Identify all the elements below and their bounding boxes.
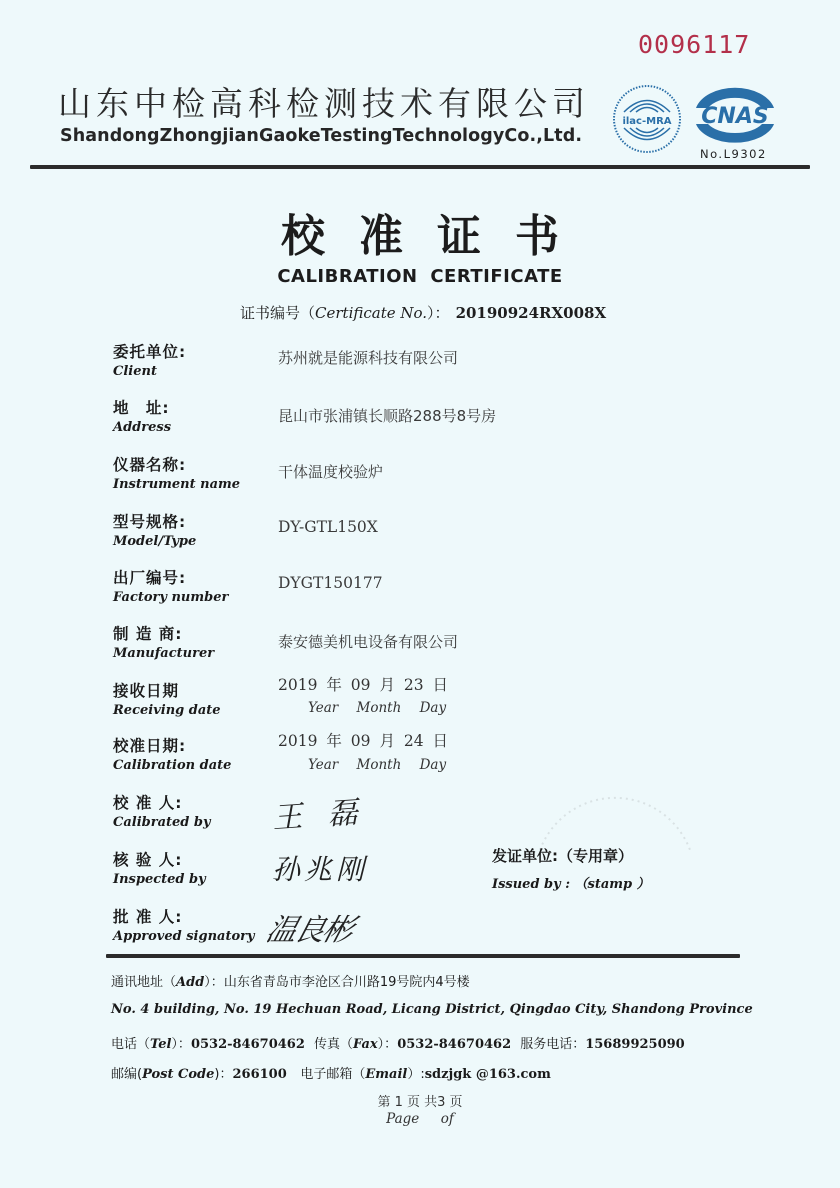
footer-address-cn: 通讯地址（Add）：山东省青岛市李沧区合川路19号院内4号楼: [111, 975, 470, 990]
field-inspected-by: 核 验 人: Inspected by: [113, 851, 206, 887]
field-calibrated-by: 校 准 人: Calibrated by: [113, 794, 211, 830]
field-calibration-date: 校准日期: Calibration date: [113, 737, 232, 773]
company-name-en: ShandongZhongjianGaokeTestingTechnologyCo.,Ltd.: [60, 126, 583, 146]
company-name-cn: 山东中检高科检测技术有限公司: [58, 84, 590, 123]
certificate-number-value: 20190924RX008X: [455, 304, 607, 322]
page-number-cn: 第 1 页 共3 页: [377, 1095, 463, 1110]
field-address: 地 址: Address: [113, 399, 172, 435]
serial-number: 0096117: [638, 30, 751, 59]
svg-text:ilac-MRA: ilac-MRA: [622, 116, 672, 127]
email-value: sdzjgk @163.com: [424, 1067, 551, 1082]
instrument-name-value: 干体温度校验炉: [278, 463, 384, 481]
receiving-date-value: 2019 年 09 月 23 日: [278, 676, 449, 694]
calibration-date-value: 2019 年 09 月 24 日: [278, 732, 449, 750]
ilac-mra-logo-icon: [612, 84, 682, 154]
field-manufacturer: 制 造 商: Manufacturer: [113, 625, 215, 661]
model-type-value: DY-GTL150X: [278, 518, 378, 536]
issued-by-cn: 发证单位:（专用章）: [492, 847, 633, 865]
footer-post-email: 邮编(Post Code)：266100 电子邮箱（Email）:sdzjgk @163.com: [111, 1067, 551, 1082]
approved-signatory-signature: 温良彬: [262, 913, 356, 948]
cnas-accreditation-number: No.L9302: [700, 147, 767, 161]
field-model-type: 型号规格: Model/Type: [113, 513, 197, 549]
issued-by-en: Issued by : （stamp ）: [492, 877, 650, 892]
post-code-value: 266100: [232, 1067, 287, 1082]
field-instrument-name: 仪器名称: Instrument name: [113, 456, 241, 492]
client-value: 苏州就是能源科技有限公司: [278, 349, 459, 367]
svg-text:CNAS: CNAS: [701, 104, 769, 129]
factory-number-value: DYGT150177: [278, 574, 383, 592]
inspected-by-signature: 孙兆刚: [272, 853, 369, 886]
field-receiving-date: 接收日期 Receiving date: [113, 682, 221, 718]
header-divider: [30, 165, 810, 169]
field-client: 委托单位: Client: [113, 343, 187, 379]
field-factory-number: 出厂编号: Factory number: [113, 569, 229, 605]
page-number-en: Page of: [386, 1111, 454, 1127]
footer-divider: [106, 954, 740, 958]
address-value: 昆山市张浦镇长顺路288号8号房: [278, 407, 497, 425]
field-approved-signatory: 批 准 人: Approved signatory: [113, 908, 255, 944]
page-title-cn: 校准证书: [281, 211, 593, 262]
calibrated-by-signature: 王 磊: [271, 794, 367, 837]
calibration-date-ymd: Year Month Day: [308, 757, 447, 773]
service-phone-value: 15689925090: [585, 1037, 685, 1052]
certificate-number: 证书编号（Certificate No.）： 20190924RX008X: [240, 304, 607, 322]
footer-contact: 电话（Tel）：0532-84670462 传真（Fax）：0532-84670462 服务电话：15689925090: [111, 1037, 685, 1052]
footer-address-en: No. 4 building, No. 19 Hechuan Road, Licang District, Qingdao City, Shandong Province: [111, 1002, 753, 1017]
manufacturer-value: 泰安德美机电设备有限公司: [278, 633, 459, 651]
page-title-en: CALIBRATION CERTIFICATE: [277, 266, 563, 287]
receiving-date-ymd: Year Month Day: [308, 700, 447, 716]
fax-value: 0532-84670462: [397, 1037, 512, 1052]
tel-value: 0532-84670462: [190, 1037, 305, 1052]
cnas-logo-icon: [688, 84, 782, 146]
